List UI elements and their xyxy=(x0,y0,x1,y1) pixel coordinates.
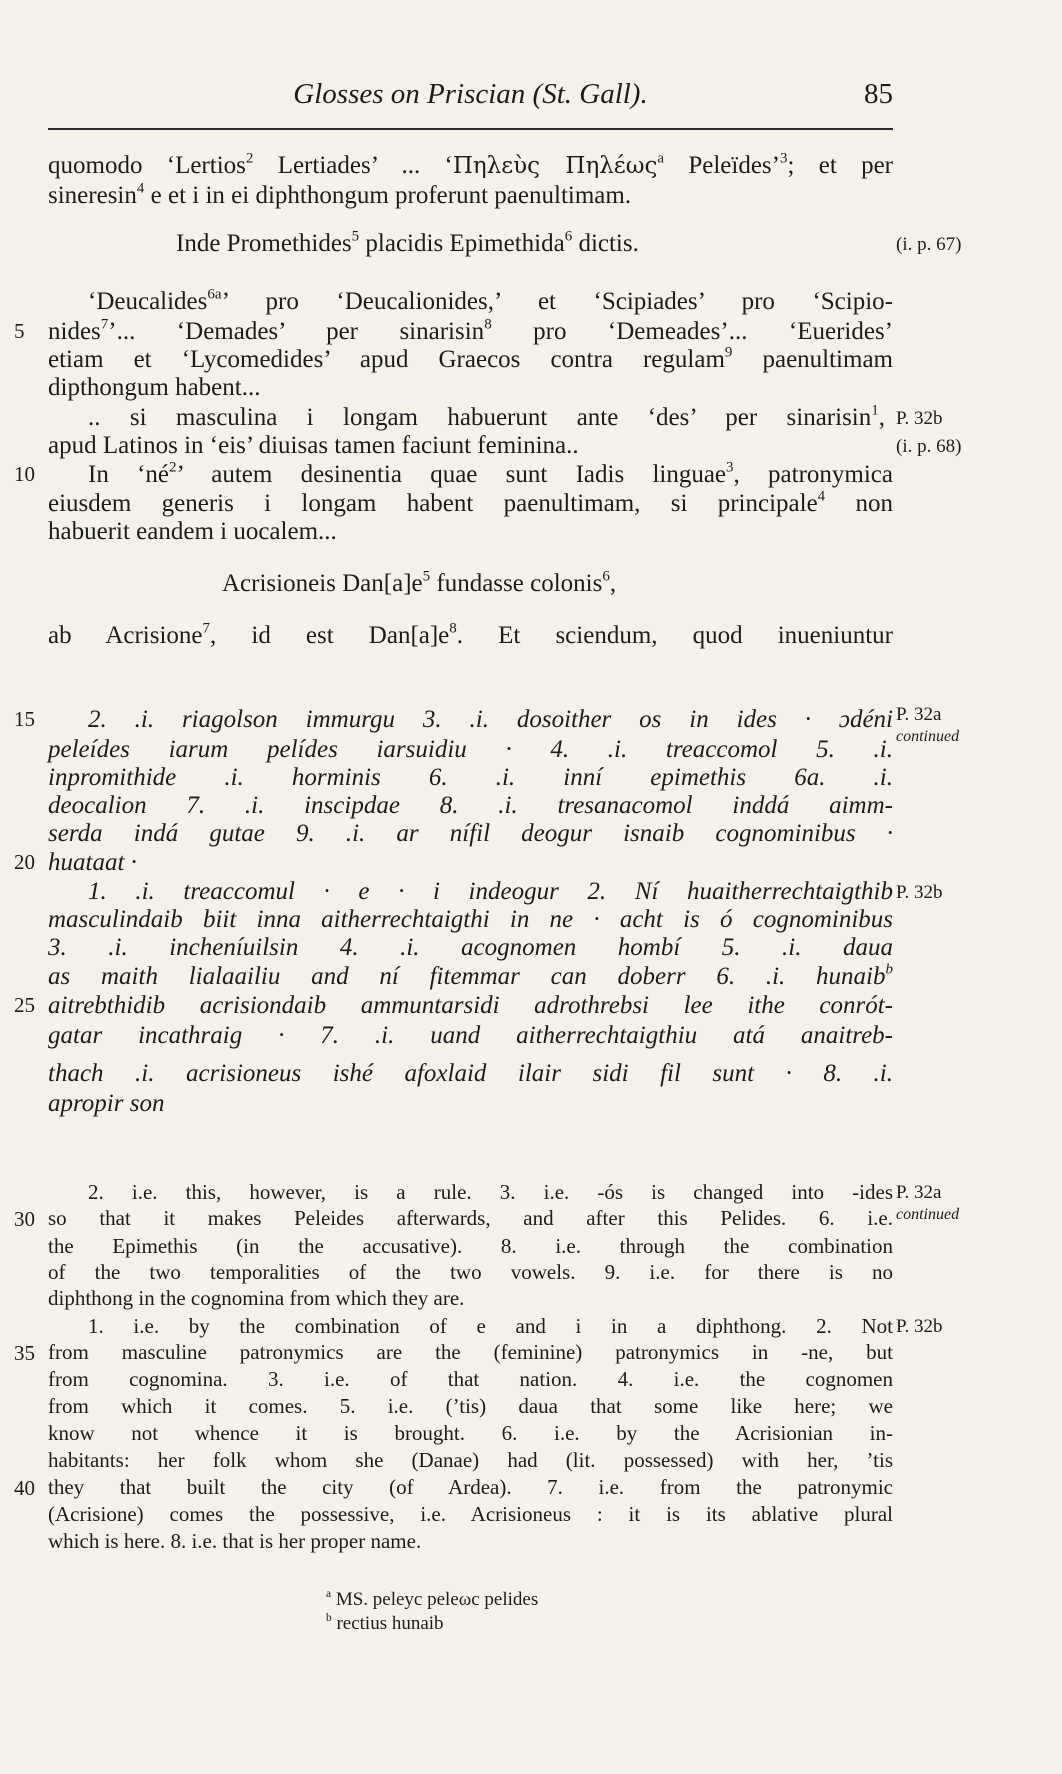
irish-line-27: thach .i. acrisioneus ishé afoxlaid ilair sidi fil sunt · 8. .i. xyxy=(48,1060,893,1087)
line-number-5: 5 xyxy=(14,319,25,343)
translation-line-31: the Epimethis (in the accusative). 8. i.e. through the combination xyxy=(48,1234,893,1258)
irish-line-20: huataat · xyxy=(48,849,137,876)
translation-line-38: know not whence it is brought. 6. i.e. by the Acrisionian in- xyxy=(48,1421,893,1445)
margin-ref-irish-a: P. 32a continued xyxy=(896,704,960,745)
irish-line-22: masculindaib biit inna aitherrechtaigthi in ne · acht is ó cognominibus xyxy=(48,906,893,933)
latin-line-1: quomodo ‘Lertios$^2$ Lertiades’ ... ‘Πηλεὺς Πηλέως$^a$ Peleïdes’$^3$; et per xyxy=(48,150,893,179)
line-number-35: 35 xyxy=(14,1341,35,1365)
irish-line-18: deocalion 7. .i. inscipdae 8. .i. tresanacomol inddá aimm- xyxy=(48,792,893,819)
latin-line-11: eiusdem generis i longam habent paenultimam, si principale$^4$ non xyxy=(48,488,893,517)
irish-line-19: serda indá gutae 9. .i. ar nífil deogur isnaib cognominibus · xyxy=(48,820,893,847)
translation-line-35: from masculine patronymics are the (feminine) patronymics in -ne, but xyxy=(48,1340,893,1364)
translation-line-42: which is here. 8. i.e. that is her proper name. xyxy=(48,1529,422,1553)
margin-ref-2: P. 32b xyxy=(896,408,943,429)
latin-line-6: etiam et ‘Lycomedides’ apud Graecos contra regulam$^9$ paenultimam xyxy=(48,344,893,373)
translation-line-29: 2. i.e. this, however, is a rule. 3. i.e. -ós is changed into -ides xyxy=(88,1180,893,1204)
margin-ref-trans-a: P. 32a continued xyxy=(896,1182,960,1223)
translation-line-33: diphthong in the cognomina from which they are. xyxy=(48,1286,465,1310)
latin-line-5: nides$^7$’... ‘Demades’ per sinarisin$^8$ pro ‘Demeades’... ‘Euerides’ xyxy=(48,316,894,345)
irish-line-25: aitrebthidib acrisiondaib ammuntarsidi adrothrebsi lee ithe conrót- xyxy=(48,992,893,1019)
irish-line-17: inpromithide .i. horminis 6. .i. inní epimethis 6a. .i. xyxy=(48,764,893,791)
line-number-40: 40 xyxy=(14,1476,35,1500)
line-number-10: 10 xyxy=(14,462,35,486)
latin-line-7: dipthongum habent... xyxy=(48,374,261,401)
verse-line-1: Inde Promethides$^5$ placidis Epimethida$^6$ dictis. xyxy=(176,228,639,257)
running-header xyxy=(48,78,893,111)
irish-line-16: peleídes iarum pelídes iarsuidiu · 4. .i. treaccomol 5. .i. xyxy=(48,736,893,763)
irish-line-24: as maith lialaailiu and ní fitemmar can doberr 6. .i. hunaib$^b$ xyxy=(48,961,893,990)
translation-line-37: from which it comes. 5. i.e. (’tis) daua that some like here; we xyxy=(48,1394,893,1418)
line-number-15: 15 xyxy=(14,707,35,731)
running-title: Glosses on Priscian (St. Gall). xyxy=(293,78,648,110)
latin-line-4: ‘Deucalides$^{6a}$’ pro ‘Deucalionides,’ et ‘Scipiades’ pro ‘Scipio- xyxy=(88,286,893,315)
line-number-30: 30 xyxy=(14,1207,35,1231)
translation-line-36: from cognomina. 3. i.e. of that nation. 4. i.e. the cognomen xyxy=(48,1367,893,1391)
translation-line-34: 1. i.e. by the combination of e and i in a diphthong. 2. Not xyxy=(88,1314,893,1338)
margin-ref-irish-b: P. 32b xyxy=(896,882,943,903)
latin-line-12: habuerit eandem i uocalem... xyxy=(48,518,337,545)
irish-line-26: gatar incathraig · 7. .i. uand aitherrechtaigthiu atá anaitreb- xyxy=(48,1022,893,1049)
translation-line-30: so that it makes Peleides afterwards, and after this Pelides. 6. i.e. xyxy=(48,1206,893,1230)
irish-line-21: 1. .i. treaccomul · e · i indeogur 2. Ní huaitherrechtaigthib xyxy=(88,878,893,905)
footnote-a: $^a$ MS. peleyc peleωc pelides xyxy=(326,1588,539,1610)
translation-line-39: habitants: her folk whom she (Danae) had (lit. possessed) with her, ’tis xyxy=(48,1448,893,1472)
irish-line-23: 3. .i. incheníuilsin 4. .i. acognomen hombí 5. .i. daua xyxy=(48,934,893,961)
translation-line-32: of the two temporalities of the two vowels. 9. i.e. for there is no xyxy=(48,1260,893,1284)
translation-line-40: they that built the city (of Ardea). 7. i.e. from the patronymic xyxy=(48,1475,893,1499)
page-number: 85 xyxy=(864,78,893,110)
verse-line-2: Acrisioneis $Dan[a]e^5$ fundasse colonis$^6$, xyxy=(222,568,617,597)
margin-ref-1: (i. p. 67) xyxy=(896,234,962,255)
latin-line-2: sineresin$^4$ e et i in ei diphthongum proferunt paenultimam. xyxy=(48,180,632,209)
header-rule xyxy=(48,128,893,130)
margin-ref-3: (i. p. 68) xyxy=(896,436,962,457)
irish-line-15: 2. .i. riagolson immurgu 3. .i. dosoither os in ides · ɔdéni xyxy=(88,706,893,733)
latin-line-8: .. si masculina i longam habuerunt ante ‘des’ per sinarisin$^1$, xyxy=(88,402,885,431)
line-number-20: 20 xyxy=(14,850,35,874)
irish-line-28: apropir son xyxy=(48,1090,165,1117)
translation-line-41: (Acrisione) comes the possessive, i.e. Acrisioneus : it is its ablative plural xyxy=(48,1502,893,1526)
line-number-25: 25 xyxy=(14,993,35,1017)
margin-ref-trans-b: P. 32b xyxy=(896,1316,943,1337)
latin-line-10: In ‘$né^2$’ autem desinentia quae sunt Iadis linguae$^3$, patronymica xyxy=(88,459,893,488)
latin-line-14: ab Acrisione$^7$, id est $Dan[a]e^8$. Et sciendum, quod inueniuntur xyxy=(48,620,893,649)
footnote-b: $^b$ rectius hunaib xyxy=(326,1612,444,1634)
latin-line-9: apud Latinos in ‘eis’ diuisas tamen faciunt feminina.. xyxy=(48,432,579,459)
